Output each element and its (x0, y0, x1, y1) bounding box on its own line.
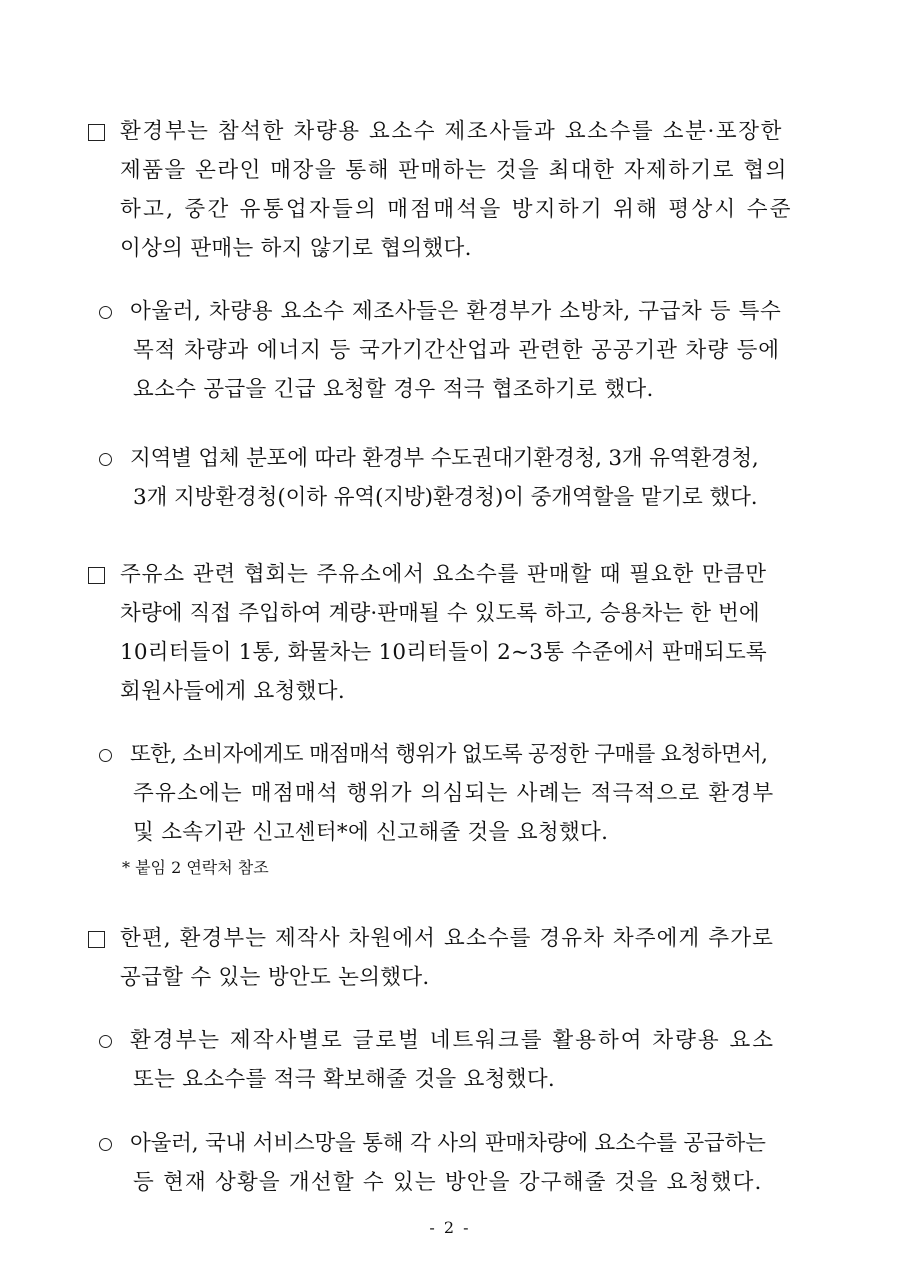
sub-paragraph-line: 아울러, 차량용 요소수 제조사들은 환경부가 소방차, 구급차 등 특수 (130, 299, 782, 324)
paragraph-line: 10리터들이 1통, 화물차는 10리터들이 2~3통 수준에서 판매되도록 (120, 640, 767, 665)
sub-paragraph-line: 3개 지방환경청(이하 유역(지방)환경청)이 중개역할을 맡기로 했다. (133, 485, 758, 510)
sub-paragraph-line: 등 현재 상황을 개선할 수 있는 방안을 강구해줄 것을 요청했다. (133, 1170, 763, 1195)
sub-paragraph-line: 목적 차량과 에너지 등 국가기간산업과 관련한 공공기관 차량 등에 (133, 338, 780, 363)
circle-bullet-icon (99, 749, 112, 762)
paragraph-line: 이상의 판매는 하지 않기로 협의했다. (120, 236, 472, 261)
sub-paragraph-line: 주유소에는 매점매석 행위가 의심되는 사례는 적극적으로 환경부 (133, 781, 775, 806)
circle-bullet-icon (99, 306, 112, 319)
sub-paragraph-line: 또는 요소수를 적극 확보해줄 것을 요청했다. (133, 1067, 556, 1092)
paragraph-line: 차량에 직접 주입하여 계량·판매될 수 있도록 하고, 승용차는 한 번에 (120, 601, 760, 626)
paragraph-line: 하고, 중간 유통업자들의 매점매석을 방지하기 위해 평상시 수준 (120, 197, 793, 222)
sub-paragraph-line: 아울러, 국내 서비스망을 통해 각 사의 판매차량에 요소수를 공급하는 (130, 1131, 766, 1156)
sub-paragraph-line: 또한, 소비자에게도 매점매석 행위가 없도록 공정한 구매를 요청하면서, (130, 742, 768, 767)
circle-bullet-icon (99, 1035, 112, 1048)
footnote: * 붙임 2 연락처 참조 (122, 858, 269, 877)
paragraph-line: 환경부는 참석한 차량용 요소수 제조사들과 요소수를 소분·포장한 (120, 119, 784, 144)
box-bullet-icon (88, 567, 105, 584)
sub-paragraph-line: 환경부는 제작사별로 글로벌 네트워크를 활용하여 차량용 요소 (130, 1028, 776, 1053)
sub-paragraph-line: 요소수 공급을 긴급 요청할 경우 적극 협조하기로 했다. (133, 377, 654, 402)
circle-bullet-icon (99, 1138, 112, 1151)
paragraph-line: 공급할 수 있는 방안도 논의했다. (120, 965, 430, 990)
paragraph-line: 회원사들에게 요청했다. (120, 679, 345, 704)
sub-paragraph-line: 지역별 업체 분포에 따라 환경부 수도권대기환경청, 3개 유역환경청, (130, 446, 759, 471)
circle-bullet-icon (99, 453, 112, 466)
paragraph-line: 제품을 온라인 매장을 통해 판매하는 것을 최대한 자제하기로 협의 (120, 158, 788, 183)
box-bullet-icon (88, 931, 105, 948)
sub-paragraph-line: 및 소속기관 신고센터*에 신고해줄 것을 요청했다. (133, 820, 609, 845)
paragraph-line: 한편, 환경부는 제작사 차원에서 요소수를 경유차 차주에게 추가로 (120, 926, 774, 951)
box-bullet-icon (88, 124, 105, 141)
paragraph-line: 주유소 관련 협회는 주유소에서 요소수를 판매할 때 필요한 만큼만 (120, 562, 767, 587)
page-number: - 2 - (429, 1218, 471, 1237)
